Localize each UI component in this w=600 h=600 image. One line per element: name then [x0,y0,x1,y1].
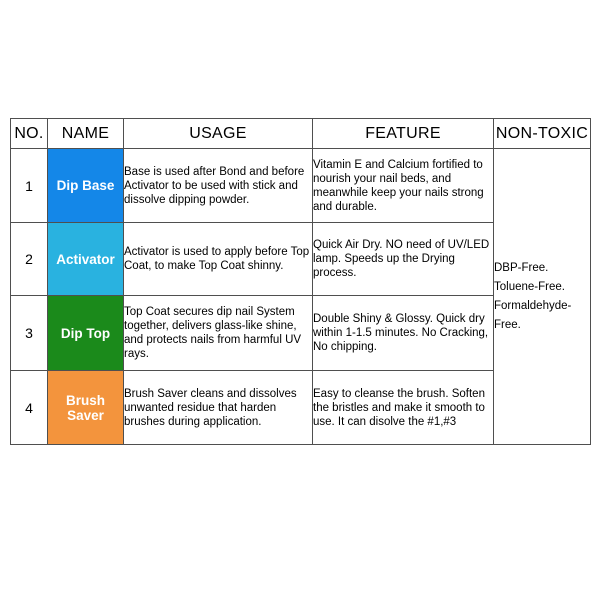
nontoxic-cell [494,149,591,445]
header-name: NAME [48,119,124,149]
feature-text: Quick Air Dry. NO need of UV/LED lamp. Speeds up the Drying process. [313,223,494,296]
table-row [11,149,591,223]
usage-text: Base is used after Bond and before Activator to be used with stick and dissolve dipping powder. [124,149,313,223]
feature-text: Vitamin E and Calcium fortified to nourish your nail beds, and meanwhile keep your nails strong and durable. [313,149,494,223]
row-number: 4 [11,371,48,445]
nontoxic-line: Toluene-Free. [494,280,565,293]
product-name-activator: Activator [48,223,124,296]
usage-text: Top Coat secures dip nail System together, delivers glass-like shine, and protects nails from harmful UV rays. [124,296,313,371]
header-row [11,119,591,149]
product-name-dip-top: Dip Top [48,296,124,371]
row-number: 1 [11,149,48,223]
product-info-table [10,118,591,445]
header-usage: USAGE [124,119,313,149]
usage-text: Activator is used to apply before Top Coat, to make Top Coat shinny. [124,223,313,296]
header-no: NO. [11,119,48,149]
nontoxic-line: Formaldehyde-Free. [494,299,572,331]
header-nontoxic: NON-TOXIC [494,119,591,149]
feature-text: Easy to cleanse the brush. Soften the bristles and make it smooth to use. It can disolve the #1,#3 [313,371,494,445]
feature-text: Double Shiny & Glossy. Quick dry within 1-1.5 minutes. No Cracking, No chipping. [313,296,494,371]
header-feature: FEATURE [313,119,494,149]
product-name-dip-base: Dip Base [48,149,124,223]
row-number: 3 [11,296,48,371]
row-number: 2 [11,223,48,296]
nontoxic-line: DBP-Free. [494,261,549,274]
usage-text: Brush Saver cleans and dissolves unwanted residue that harden brushes during application. [124,371,313,445]
product-name-brush-saver: Brush Saver [48,371,124,445]
